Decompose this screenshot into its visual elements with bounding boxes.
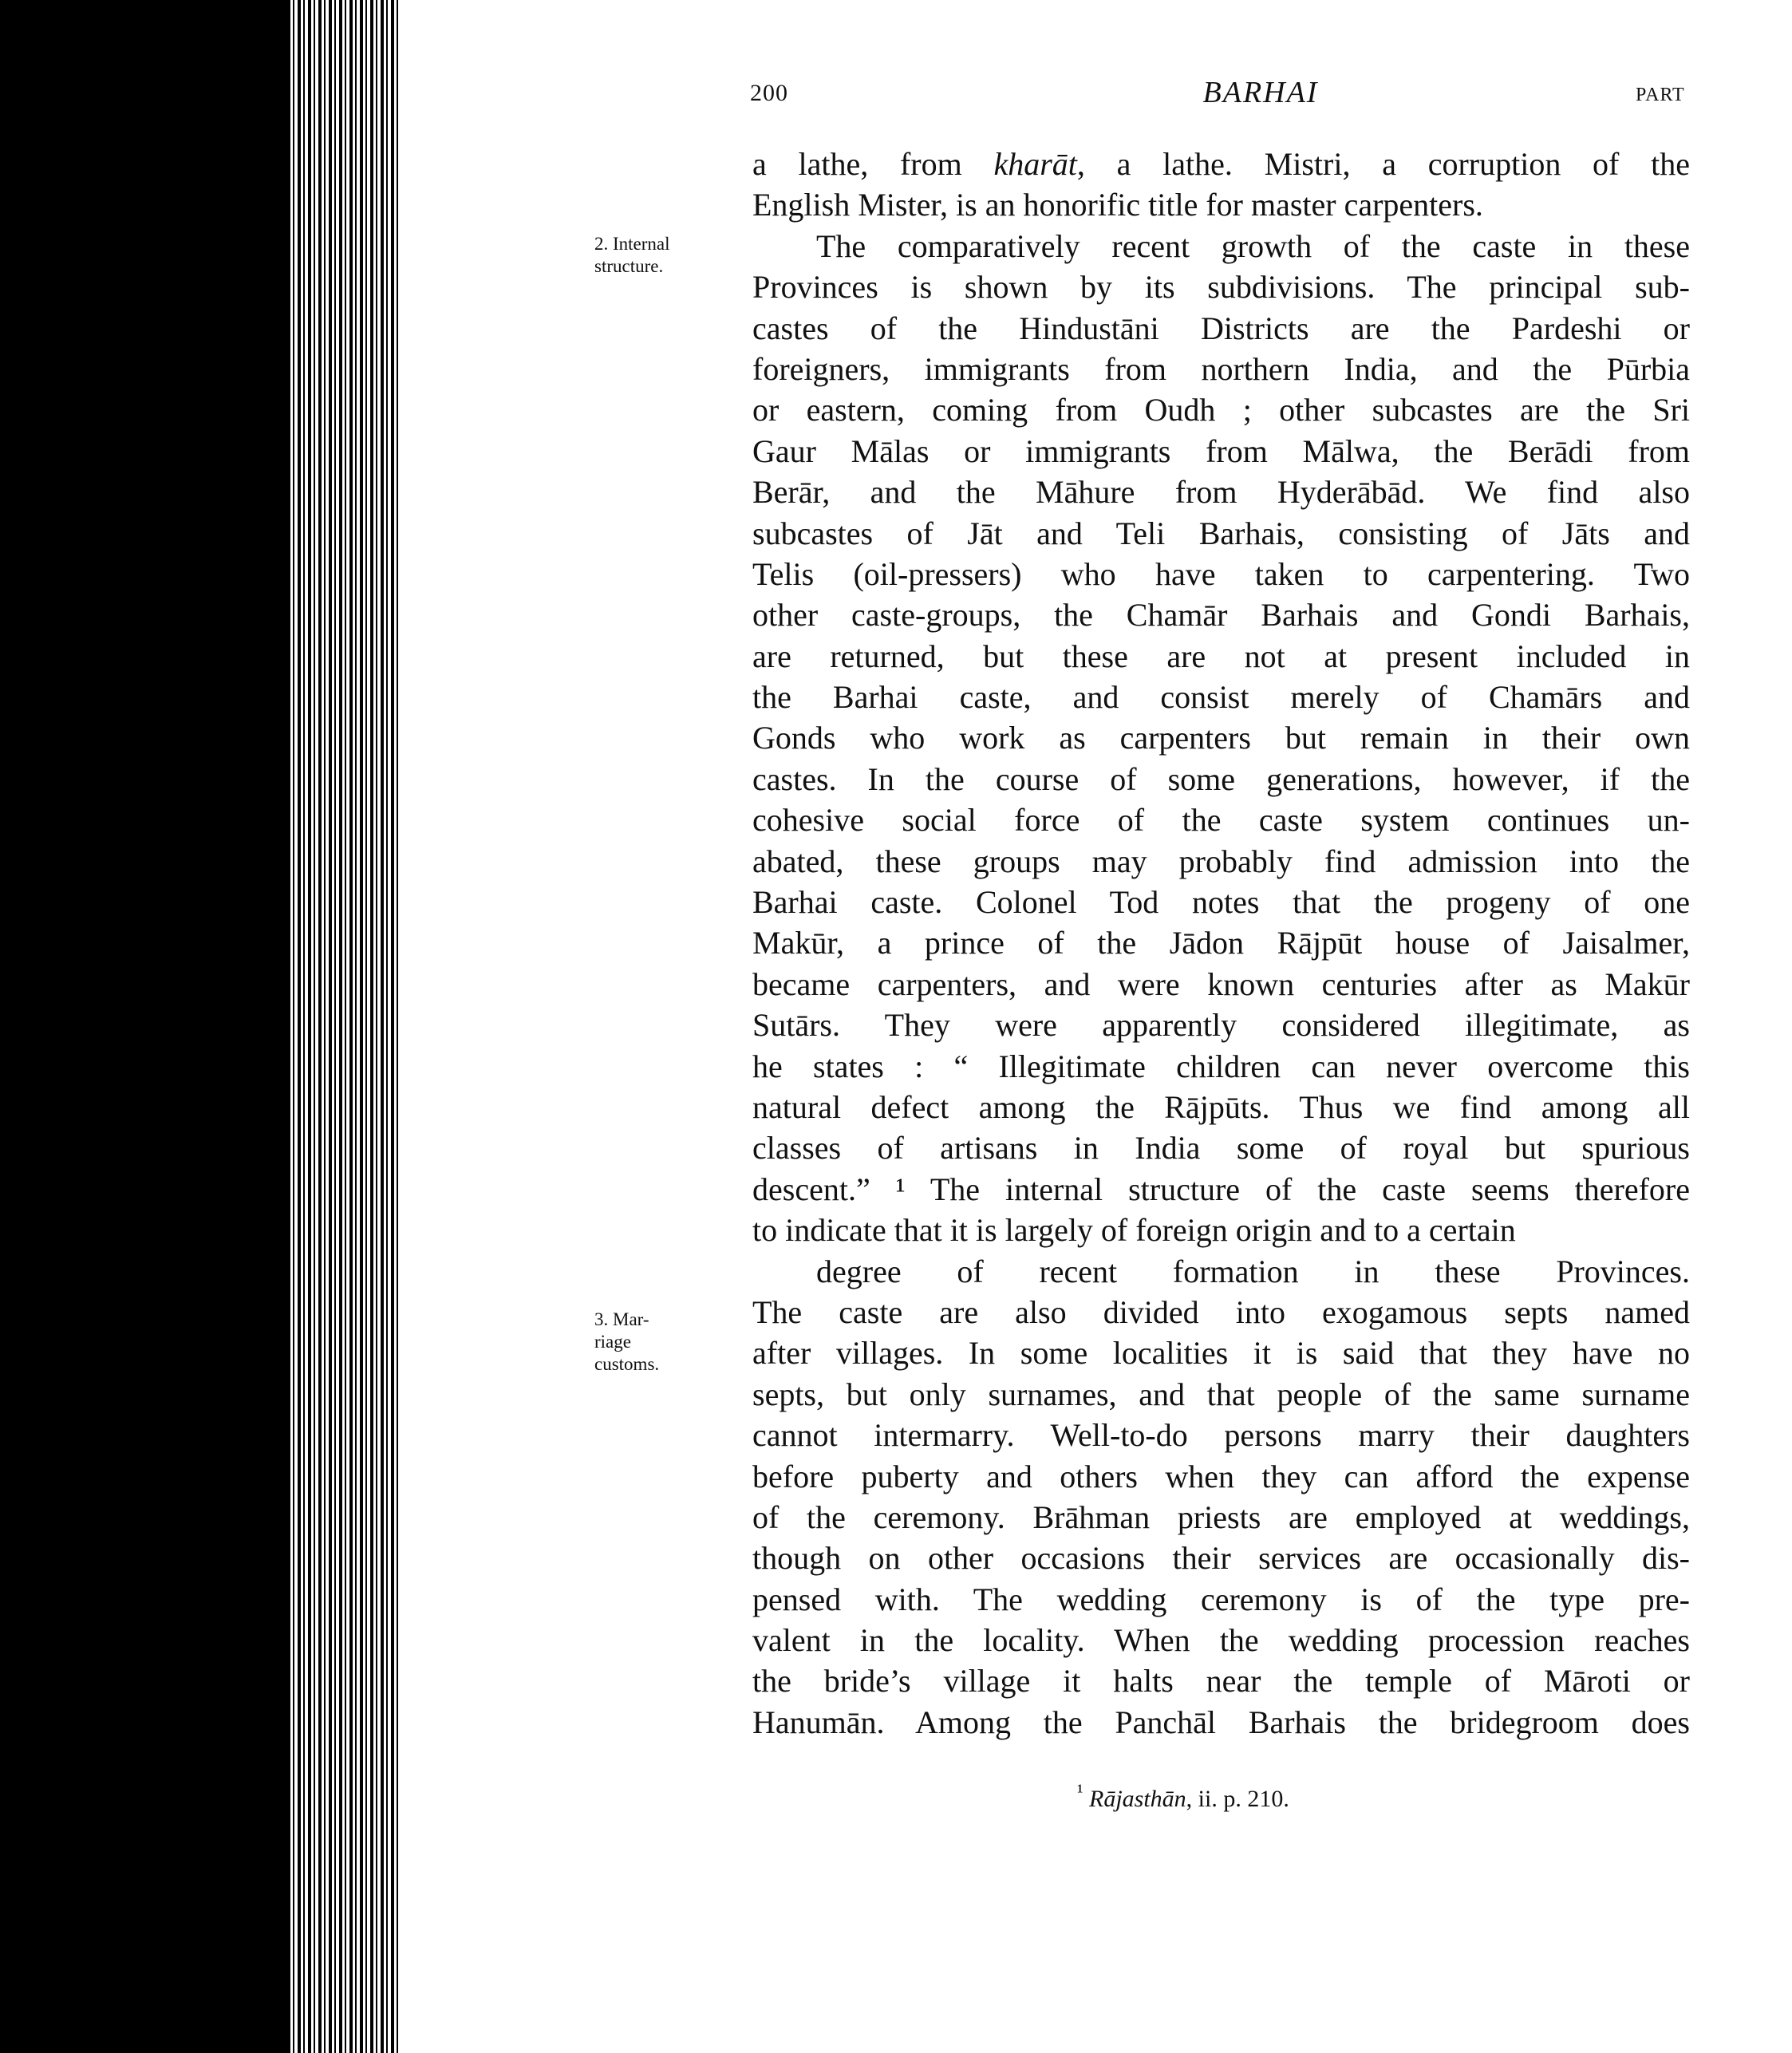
text-line: The comparatively recent growth of the caste in these bbox=[816, 227, 1690, 264]
margin-note-line: customs. bbox=[594, 1354, 660, 1374]
text-line: foreigners, immigrants from northern India, and the Pūrbia bbox=[752, 350, 1690, 387]
page-edges bbox=[287, 0, 399, 2053]
text-segment: a lathe, from bbox=[752, 146, 994, 182]
margin-note-line: structure. bbox=[594, 256, 664, 276]
margin-note-internal-structure bbox=[594, 233, 670, 278]
text-line: Gaur Mālas or immigrants from Mālwa, the Berādi from bbox=[752, 432, 1690, 469]
text-line: natural defect among the Rājpūts. Thus we find among all bbox=[752, 1088, 1690, 1125]
text-line: The caste are also divided into exogamous septs named bbox=[752, 1293, 1690, 1330]
text-line: abated, these groups may probably find admission into the bbox=[752, 843, 1690, 879]
page-number: 200 bbox=[750, 80, 788, 106]
footnote-ref: , ii. p. 210. bbox=[1186, 1786, 1289, 1812]
text-line: before puberty and others when they can afford the expense bbox=[752, 1458, 1690, 1494]
text-line: castes. In the course of some generations, however, if the bbox=[752, 760, 1690, 797]
italic-term: kharāt bbox=[993, 146, 1077, 182]
text-line: are returned, but these are not at present included in bbox=[752, 638, 1690, 674]
margin-note-line: 3. Mar- bbox=[594, 1309, 649, 1329]
text-line: Provinces is shown by its subdivisions. The principal sub- bbox=[752, 269, 1690, 306]
text-line: the Barhai caste, and consist merely of Chamārs and bbox=[752, 679, 1690, 716]
text-line: or eastern, coming from Oudh ; other subcastes are the Sri bbox=[752, 392, 1690, 428]
text-line: became carpenters, and were known centuries after as Makūr bbox=[752, 965, 1690, 1002]
text-line: Sutārs. They were apparently considered illegitimate, as bbox=[752, 1007, 1690, 1044]
text-line: Barhai caste. Colonel Tod notes that the progeny of one bbox=[752, 884, 1690, 921]
text-line: castes of the Hindustāni Districts are the Pardeshi or bbox=[752, 310, 1690, 346]
text-line: septs, but only surnames, and that people of the same surname bbox=[752, 1376, 1690, 1412]
margin-note-line: 2. Internal bbox=[594, 234, 670, 254]
text-line: degree of recent formation in these Provinces. bbox=[816, 1253, 1690, 1289]
book-spine-shadow bbox=[0, 0, 287, 2053]
running-title: BARHAI bbox=[1202, 76, 1319, 109]
footnote bbox=[1077, 1781, 1289, 1813]
text-line: English Mister, is an honorific title for master carpenters. bbox=[752, 187, 1483, 223]
text-line: he states : “ Illegitimate children can never overcome this bbox=[752, 1048, 1690, 1084]
text-line: classes of artisans in India some of royal but spurious bbox=[752, 1130, 1690, 1167]
text-line: Telis (oil-pressers) who have taken to carpentering. Two bbox=[752, 555, 1690, 592]
text-line: though on other occasions their services are occasionally dis- bbox=[752, 1540, 1690, 1577]
text-line: Makūr, a prince of the Jādon Rājpūt house of Jaisalmer, bbox=[752, 925, 1690, 961]
text-line: Gonds who work as carpenters but remain in their own bbox=[752, 720, 1690, 756]
text-line: after villages. In some localities it is said that they have no bbox=[752, 1335, 1690, 1372]
text-line: pensed with. The wedding ceremony is of the type pre- bbox=[752, 1581, 1690, 1617]
margin-note-line: riage bbox=[594, 1332, 631, 1352]
text-line: of the ceremony. Brāhman priests are employed at weddings, bbox=[752, 1498, 1690, 1535]
text-line: other caste-groups, the Chamār Barhais and Gondi Barhais, bbox=[752, 597, 1690, 634]
text-segment: , a lathe. Mistri, a corruption of the bbox=[1076, 146, 1690, 182]
text-line: subcastes of Jāt and Teli Barhais, consisting of Jāts and bbox=[752, 515, 1690, 551]
footnote-mark: ¹ bbox=[1077, 1781, 1083, 1802]
text-line bbox=[752, 144, 1690, 184]
margin-note-marriage-customs bbox=[594, 1309, 659, 1376]
text-line: to indicate that it is largely of foreign origin and to a certain bbox=[752, 1212, 1516, 1249]
text-line: cannot intermarry. Well-to-do persons marry their daughters bbox=[752, 1417, 1690, 1454]
text-line: Hanumān. Among the Panchāl Barhais the bridegroom does bbox=[752, 1704, 1690, 1740]
running-part: PART bbox=[1636, 85, 1685, 105]
footnote-title: Rājasthān bbox=[1089, 1786, 1186, 1812]
text-line: Berār, and the Māhure from Hyderābād. We find also bbox=[752, 474, 1690, 511]
text-line: descent.” ¹ The internal structure of the caste seems therefore bbox=[752, 1171, 1690, 1207]
text-line: the bride’s village it halts near the temple of Māroti or bbox=[752, 1663, 1690, 1700]
body-text bbox=[752, 144, 1690, 1743]
text-line: valent in the locality. When the wedding procession reaches bbox=[752, 1622, 1690, 1659]
text-line: cohesive social force of the caste system continues un- bbox=[752, 802, 1690, 839]
